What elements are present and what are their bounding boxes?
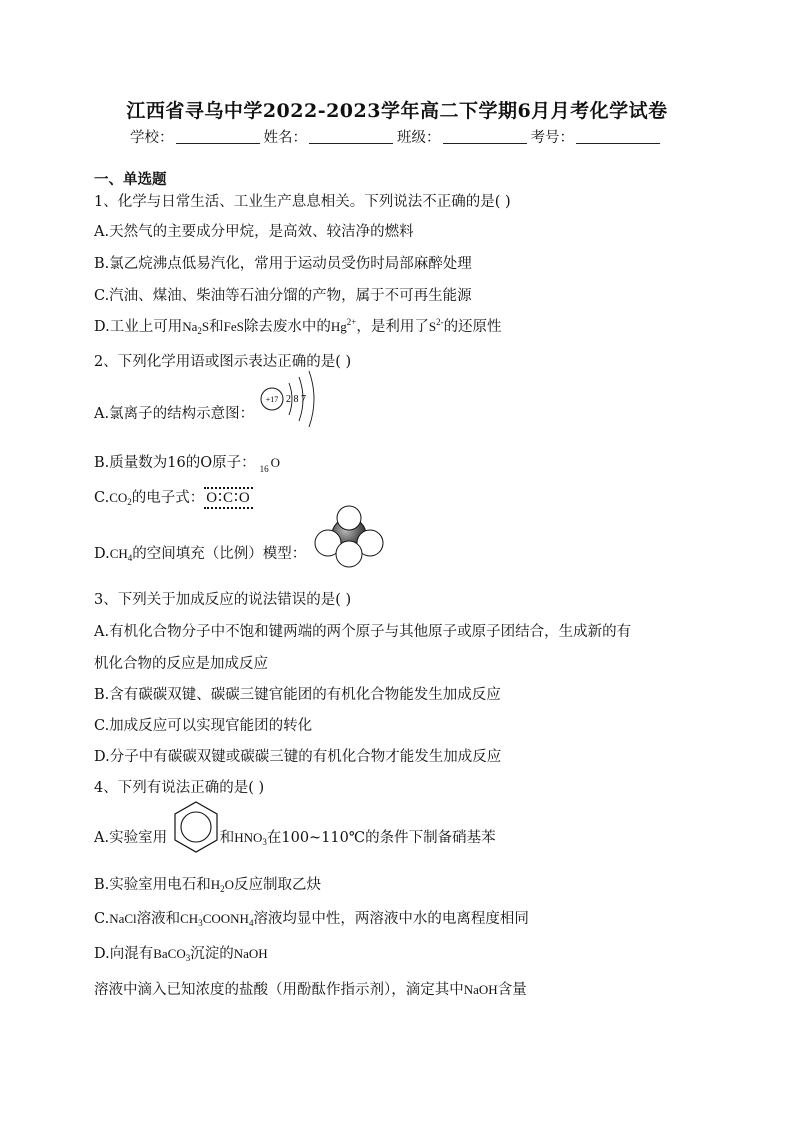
exam-title: 江西省寻乌中学2022-2023学年高二下学期6月月考化学试卷 xyxy=(126,100,668,122)
q3-option-d: D.分子中有碳碳双键或碳碳三键的有机化合物才能发生加成反应 xyxy=(94,749,502,765)
q2-option-c: $C.CO_2$的电子式： O∶C∶O xyxy=(94,486,253,507)
formula-hg-ion: $Hg^{2+}$ xyxy=(330,317,357,334)
formula-co2: $CO_2$ xyxy=(109,490,132,507)
formula-naoh-2: NaOH xyxy=(463,982,498,997)
co2-lewis-structure: O∶C∶O xyxy=(204,487,252,509)
formula-hno3: $HNO_3$ xyxy=(234,830,267,847)
q1-option-a: A.天然气的主要成分甲烷，是高效、较洁净的燃料 xyxy=(94,224,414,240)
q4-option-a: A.实验室用 和$HNO_3$在100~110℃的条件下制备硝基苯 xyxy=(94,822,496,854)
formula-na2s: $Na_2S$ xyxy=(182,319,210,336)
formula-h2o: $H_2O$ xyxy=(210,877,235,894)
chloride-ion-structure-diagram xyxy=(259,369,323,429)
q1-stem: 1、化学与日常生活、工业生产息息相关。下列说法不正确的是( ) xyxy=(94,194,511,210)
school-blank[interactable] xyxy=(176,129,260,144)
q4-option-d: D.向混有BaCO$_3$沉淀的NaOH xyxy=(94,946,268,963)
name-blank[interactable] xyxy=(309,129,393,144)
name-label: 姓名： xyxy=(263,130,307,146)
formula-fes: FeS xyxy=(223,319,244,334)
class-label: 班级： xyxy=(397,130,441,146)
q2-stem: 2、下列化学用语或图示表达正确的是( ) xyxy=(94,354,352,370)
ch4-space-filling-model xyxy=(311,505,387,569)
q2-option-d: $D.CH_4$的空间填充（比例）模型： xyxy=(94,539,387,569)
formula-nacl: NaCl xyxy=(109,911,137,926)
q3-option-a-line1: A.有机化合物分子中不饱和键两端的两个原子与其他原子或原子团结合，生成新的有 xyxy=(94,624,632,640)
number-label: 考号： xyxy=(530,130,574,146)
school-label: 学校： xyxy=(130,130,174,146)
q1-option-d: D.工业上可用$Na_2S$和FeS除去废水中的$Hg^{2+}$，是利用了$S^{2-}$的还原性 xyxy=(94,317,502,336)
mass-number: 16 xyxy=(259,464,269,474)
q3-option-a-line2: 机化合物的反应是加成反应 xyxy=(94,656,268,672)
formula-naoh: NaOH xyxy=(233,946,268,961)
q4-stem: 4、下列有说法正确的是( ) xyxy=(94,780,265,796)
q3-option-c: C.加成反应可以实现官能团的转化 xyxy=(94,718,313,734)
q1-option-b: B.氯乙烷沸点低易汽化，常用于运动员受伤时局部麻醉处理 xyxy=(94,256,472,272)
oxygen-symbol: O xyxy=(270,455,280,470)
formula-s-ion: $S^{2-}$ xyxy=(428,317,444,334)
q2-option-b: B.质量数为16的O原子： $_{16}$ O xyxy=(94,455,280,474)
formula-ch4: $CH_4$ xyxy=(109,546,133,563)
q4-option-c: C.NaCl溶液和$CH_3COONH_4$溶液均显中性，两溶液中水的电离程度相同 xyxy=(94,911,529,928)
electron-shell-counts: 2 8 7 xyxy=(285,394,306,405)
number-blank[interactable] xyxy=(576,129,660,144)
q4-option-d-continued: 溶液中滴入已知浓度的盐酸（用酚酞作指示剂），滴定其中NaOH含量 xyxy=(94,982,527,998)
formula-ch3coonh4: $CH_3COONH_4$ xyxy=(180,911,254,928)
q3-stem: 3、下列关于加成反应的说法错误的是( ) xyxy=(94,592,352,608)
benzene-ring-structure xyxy=(172,800,220,854)
q1-option-c: C.汽油、煤油、柴油等石油分馏的产物，属于不可再生能源 xyxy=(94,288,472,304)
q4-option-b: B.实验室用电石和$H_2O$反应制取乙炔 xyxy=(94,877,322,894)
student-info-row xyxy=(0,126,794,147)
section-heading: 一、单选题 xyxy=(94,171,167,188)
q2-option-a: A.氯离子的结构示意图： +17 2 8 7 xyxy=(94,399,323,429)
formula-baco3: BaCO$_3$ xyxy=(153,946,191,963)
nucleus-label: +17 xyxy=(265,395,278,404)
class-blank[interactable] xyxy=(443,129,527,144)
q3-option-b: B.含有碳碳双键、碳碳三键官能团的有机化合物能发生加成反应 xyxy=(94,687,501,703)
